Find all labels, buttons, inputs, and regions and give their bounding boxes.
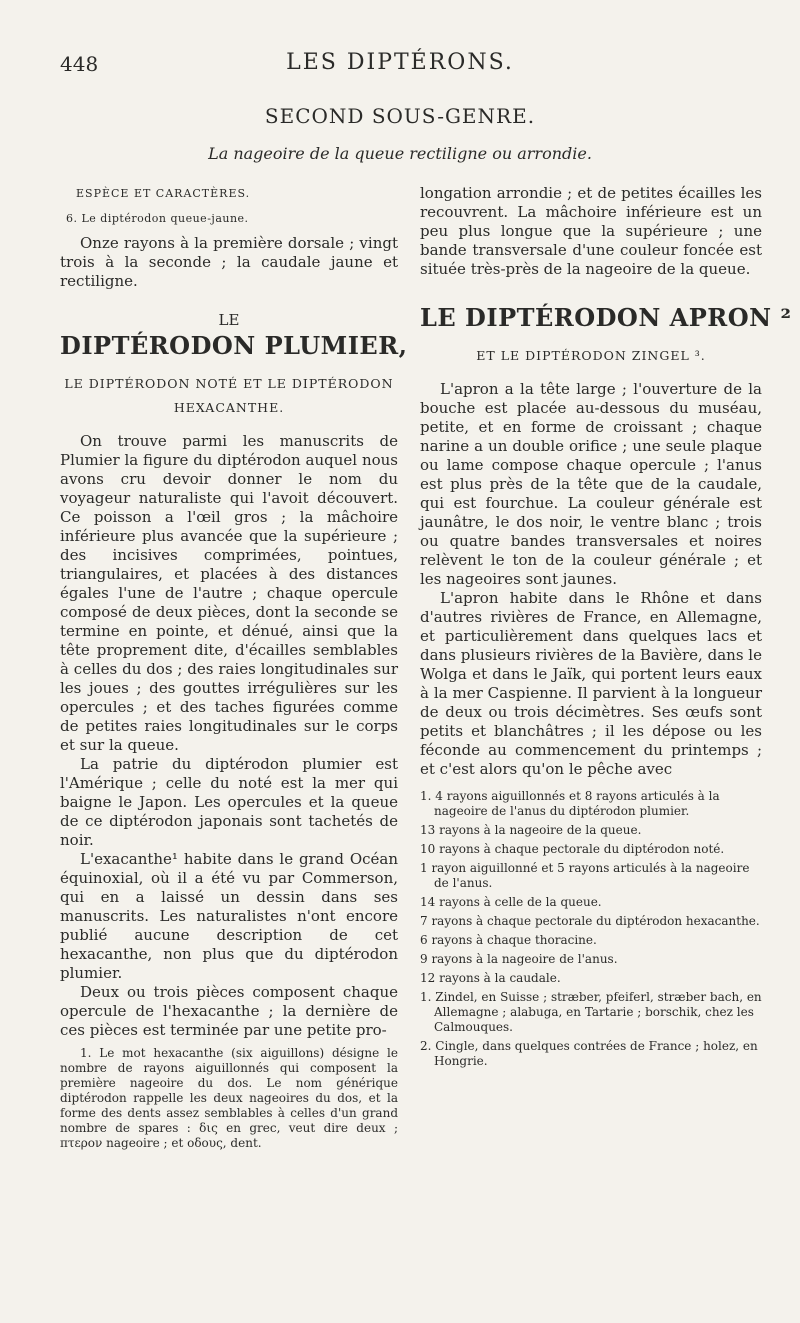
right-column bbox=[420, 184, 792, 1073]
right-body bbox=[420, 380, 762, 779]
footnote: 1 rayon aiguillonné et 5 rayons articulés à la nageoire de l'anus. bbox=[420, 861, 750, 890]
paragraph: Deux ou trois pièces composent chaque opercule de l'hexacanthe ; la dernière de ces pièces est terminée par une petite pro- bbox=[60, 983, 398, 1039]
species-name: 6. Le diptérodon queue-jaune. bbox=[66, 212, 249, 225]
footnote: 14 rayons à celle de la queue. bbox=[420, 895, 602, 909]
footnote: 10 rayons à chaque pectorale du diptérodon noté. bbox=[420, 842, 725, 856]
section-subtitle: La nageoire de la queue rectiligne ou arrondie. bbox=[208, 144, 592, 163]
left-footnote-block bbox=[60, 1046, 398, 1151]
paragraph: On trouve parmi les manuscrits de Plumier la figure du diptérodon auquel nous avons cru devoir donner le nom du voyageur naturaliste qui l'avoit découvert. Ce poisson a l'œil gros ; la mâchoire inférieure plus avancée que la supérieure ; des incisives comprimées, pointues, triangulaires, et placées à des distances égales l'une de l'autre ; chaque opercule composé de deux pièces, dont la seconde se termine en pointe, et dénué, ainsi que la tête proprement dite, d'écailles semblables à celles du dos ; des raies longitudinales sur les joues ; des gouttes irrégulières sur les opercules ; et des taches figurées comme de petites raies longitudinales sur le corps et sur la queue. bbox=[60, 432, 398, 754]
footnote: 12 rayons à la caudale. bbox=[420, 971, 561, 985]
continuation-paragraph: longation arrondie ; et de petites écailles les recouvrent. La mâchoire inférieure est un peu plus longue que la supérieure ; une bande transversale d'une couleur foncée est située très-près de la nageoire de la queue. bbox=[420, 184, 762, 278]
running-head: LES DIPTÉRONS. bbox=[286, 50, 514, 75]
page-number: 448 bbox=[60, 52, 99, 76]
section-title: SECOND SOUS-GENRE. bbox=[264, 104, 536, 128]
paragraph: La patrie du diptérodon plumier est l'Amérique ; celle du noté est la mer qui baigne le Japon. Les opercules et la queue de ce diptérodon japonais sont tachetés de noir. bbox=[60, 755, 398, 849]
footnote: 2. Cingle, dans quelques contrées de France ; holez, en Hongrie. bbox=[420, 1039, 758, 1068]
footnote: 1. Le mot hexacanthe (six aiguillons) désigne le nombre de rayons aiguillonnés qui composent la première nageoire du dos. Le nom générique diptérodon rappelle les deux nageoires du dos, et la forme des dents assez semblables à celles d'un grand nombre de spares : δις en grec, veut dire deux ; πτερον nageoire ; et οδους, dent. bbox=[60, 1046, 398, 1150]
heading-le: LE bbox=[218, 311, 240, 329]
species-header: ESPÈCE ET CARACTÈRES. bbox=[76, 187, 251, 200]
left-column bbox=[60, 184, 408, 1151]
subheading-note-hexacanthe: LE DIPTÉRODON NOTÉ ET LE DIPTÉRODON HEXACANTHE. bbox=[64, 376, 394, 415]
footnote: 6 rayons à chaque thoracine. bbox=[420, 933, 597, 947]
paragraph: L'exacanthe¹ habite dans le grand Océan équinoxial, où il a été vu par Commerson, qui en a laissé un dessin dans ses manuscrits. Les naturalistes n'ont encore publié aucune description de cet hexacanthe, non plus que du diptérodon plumier. bbox=[60, 850, 398, 982]
footnote: 9 rayons à la nageoire de l'anus. bbox=[420, 952, 618, 966]
subheading-zingel: ET LE DIPTÉRODON ZINGEL ³. bbox=[476, 348, 706, 363]
paragraph: L'apron habite dans le Rhône et dans d'autres rivières de France, en Allemagne, et particulièrement dans quelques lacs et dans plusieurs rivières de la Bavière, dans le Wolga et dans le Jaïk, qui portent leurs eaux à la mer Caspienne. Il parvient à la longueur de deux ou trois décimètres. Ses œufs sont petits et blanchâtres ; il les dépose ou les féconde au commencement du printemps ; et c'est alors qu'on le pêche avec bbox=[420, 589, 762, 778]
footnote: 1. Zindel, en Suisse ; stræber, pfeiferl, stræber bach, en Allemagne ; alabuga, en Tartarie ; borschik, chez les Calmouques. bbox=[420, 990, 762, 1034]
heading-dipterodon-apron: LE DIPTÉRODON APRON ² bbox=[420, 303, 792, 332]
species-description: Onze rayons à la première dorsale ; vingt trois à la seconde ; la caudale jaune et rectiligne. bbox=[60, 234, 398, 290]
right-footnote-block bbox=[420, 789, 762, 1069]
paragraph: L'apron a la tête large ; l'ouverture de la bouche est placée au-dessous du muséau, petite, et en forme de croissant ; chaque narine a un double orifice ; une seule plaque ou lame compose chaque opercule ; l'anus est plus près de la tête que de la caudale, qui est fourchue. La couleur générale est jaunâtre, le dos noir, le ventre blanc ; trois ou quatre bandes transversales et noires relèvent le ton de la couleur générale ; et les nageoires sont jaunes. bbox=[420, 380, 762, 588]
heading-dipterodon-plumier: DIPTÉRODON PLUMIER, bbox=[60, 331, 408, 360]
footnote: 7 rayons à chaque pectorale du diptérodon hexacanthe. bbox=[420, 914, 760, 928]
left-body bbox=[60, 432, 398, 1040]
footnote: 1. 4 rayons aiguillonnés et 8 rayons articulés à la nageoire de l'anus du diptérodon plumier. bbox=[420, 789, 720, 818]
footnote: 13 rayons à la nageoire de la queue. bbox=[420, 823, 642, 837]
